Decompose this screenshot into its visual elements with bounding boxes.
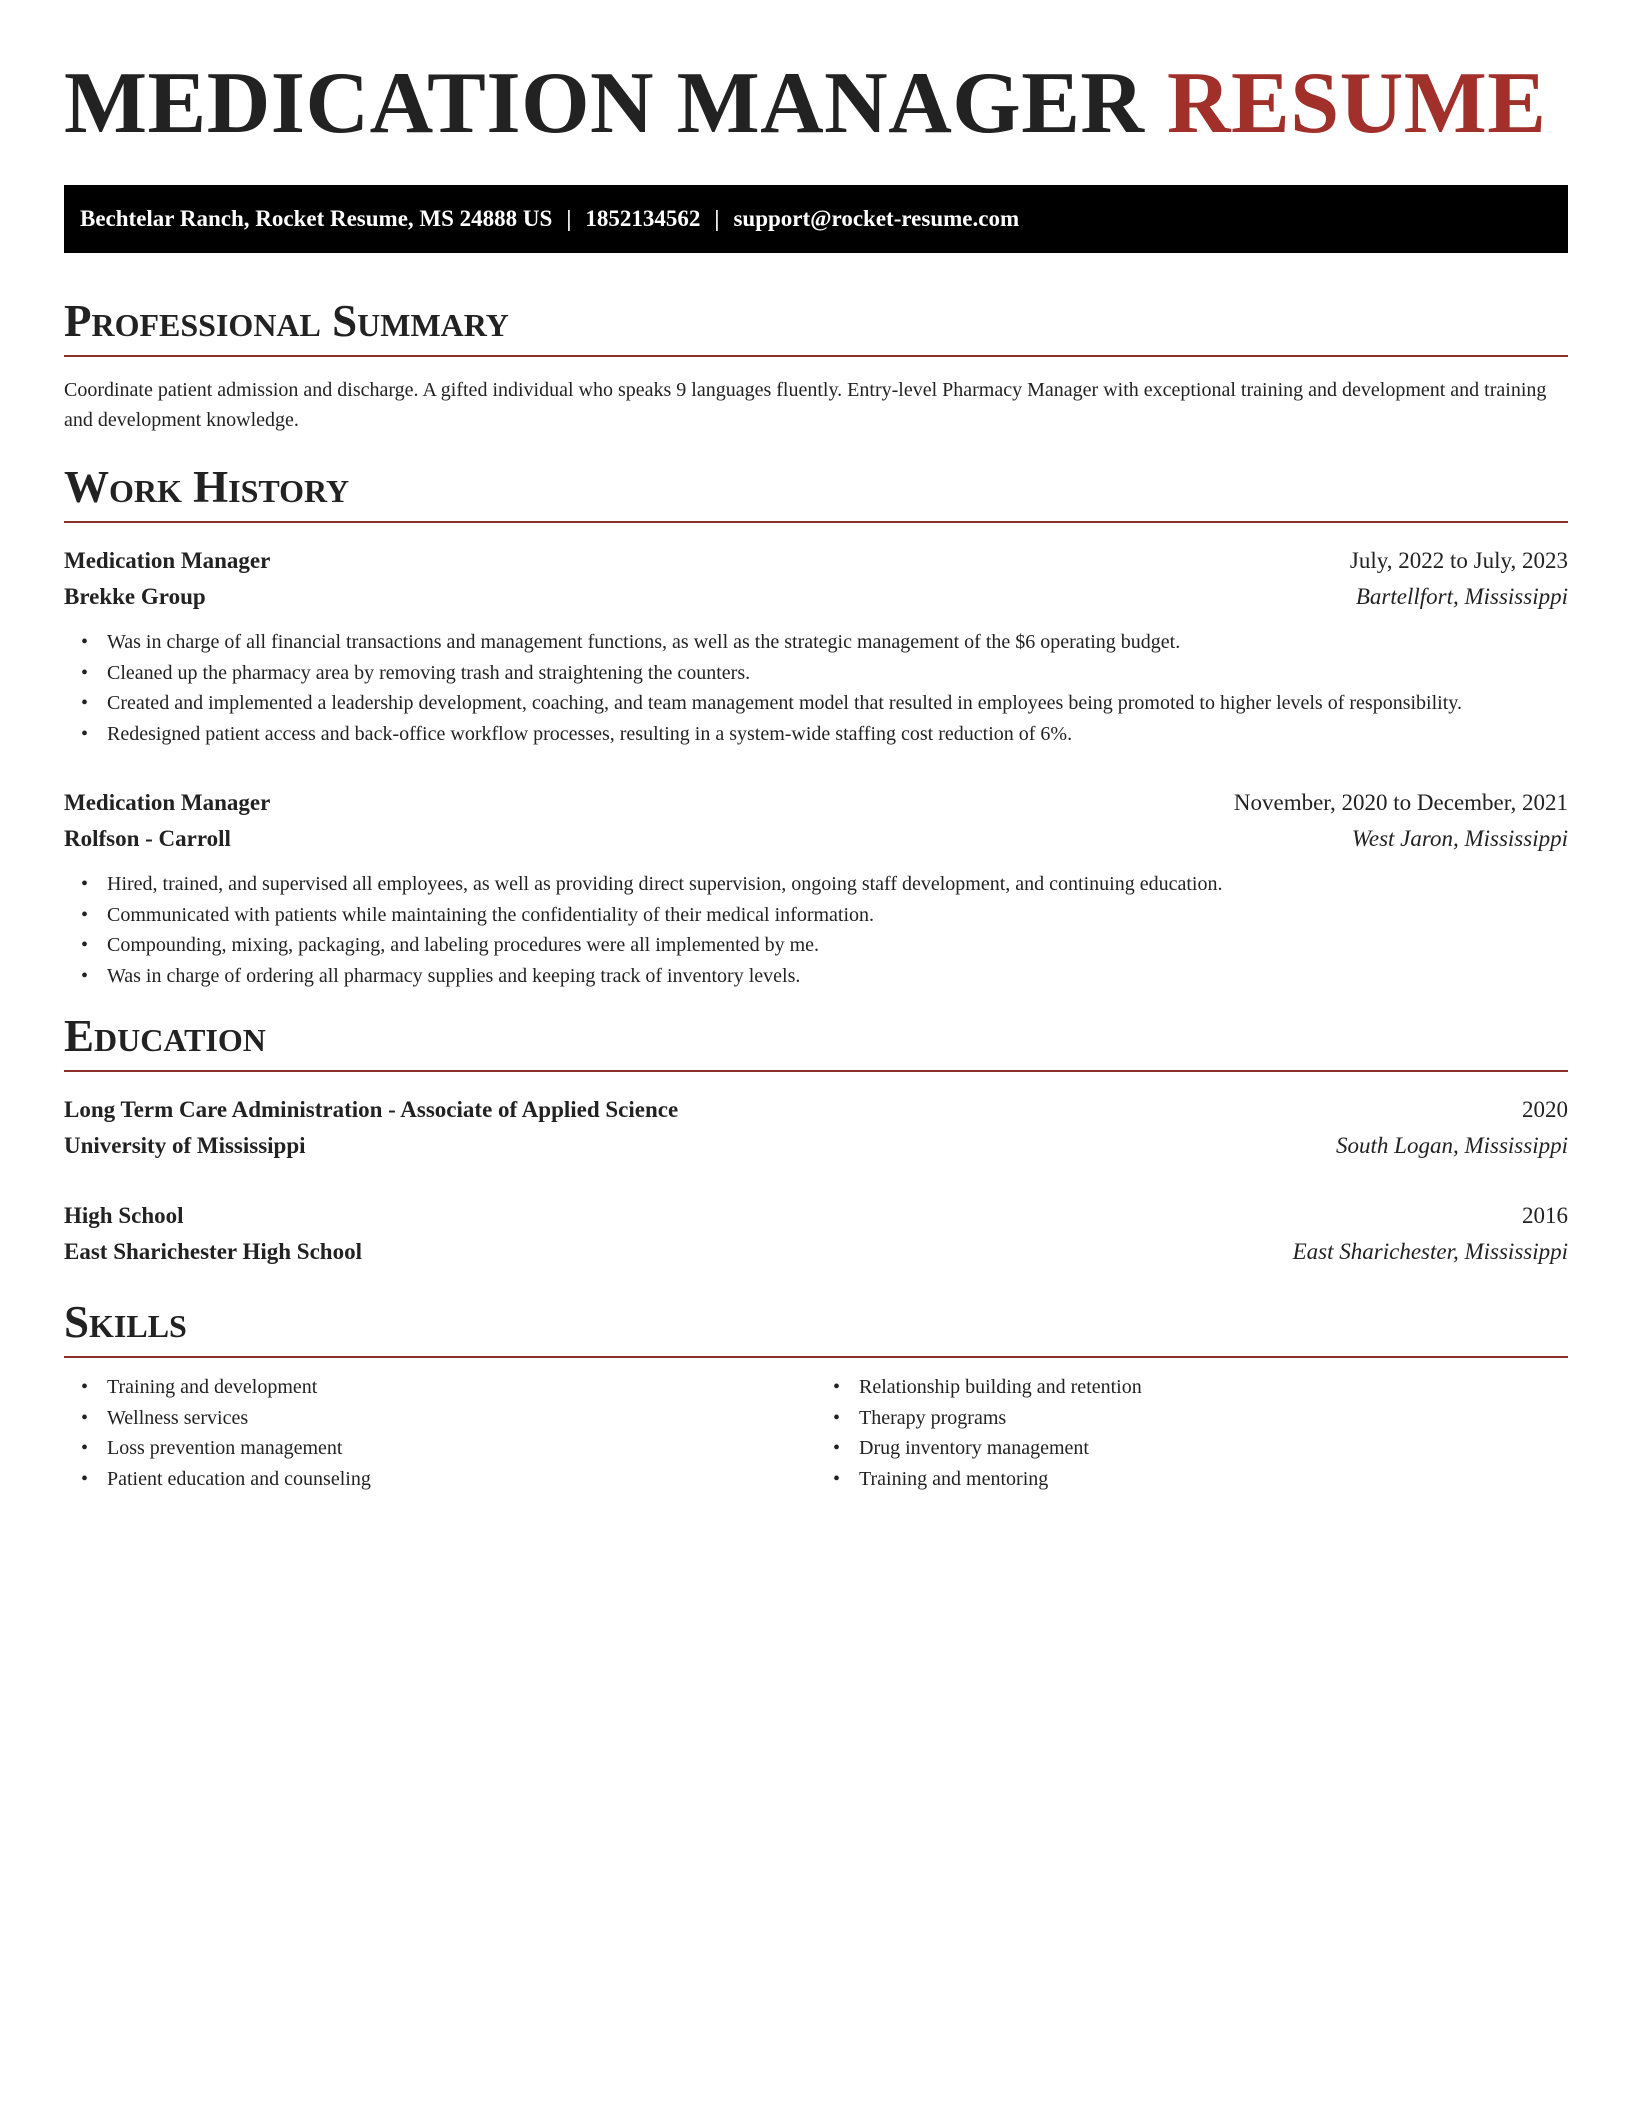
job-bullet: • Was in charge of all financial transactions and management functions, as well as the strategic management of the $6 operating budget. <box>81 627 1568 658</box>
education-degree: High School <box>64 1203 184 1228</box>
education-year: 2016 <box>1522 1203 1568 1228</box>
job-bullet: • Created and implemented a leadership development, coaching, and team management model that resulted in employees being promoted to higher levels of responsibility. <box>81 688 1568 719</box>
education-location: East Sharichester, Mississippi <box>1292 1239 1568 1264</box>
education-entry <box>64 1198 1568 1270</box>
job-entry <box>64 785 1568 991</box>
work-history-heading: Work History <box>64 462 350 512</box>
job-bullet: • Redesigned patient access and back-office workflow processes, resulting in a system-wide staffing cost reduction of 6%. <box>81 719 1568 750</box>
summary-section <box>64 295 1568 435</box>
skills-grid <box>64 1372 1568 1494</box>
summary-heading: Professional Summary <box>64 296 509 346</box>
skill-item: • Training and development <box>81 1372 816 1403</box>
skill-item: • Patient education and counseling <box>81 1464 816 1495</box>
education-section <box>64 1010 1568 1270</box>
education-degree: Long Term Care Administration - Associate of Applied Science <box>64 1097 679 1122</box>
title-accent: RESUME <box>1166 55 1547 152</box>
work-history-section <box>64 461 1568 991</box>
skills-column-right <box>816 1372 1568 1494</box>
contact-email: support@rocket-resume.com <box>733 206 1020 231</box>
skill-item: • Drug inventory management <box>833 1433 1568 1464</box>
job-bullet: • Communicated with patients while maintaining the confidentiality of their medical information. <box>81 900 1568 931</box>
summary-text: Coordinate patient admission and discharge. A gifted individual who speaks 9 languages fluently. Entry-level Pharmacy Manager with exceptional training and development and training and development knowledge. <box>64 379 1547 431</box>
job-bullet: • Cleaned up the pharmacy area by removing trash and straightening the counters. <box>81 658 1568 689</box>
section-divider <box>64 521 1568 523</box>
education-school: East Sharichester High School <box>64 1239 362 1264</box>
job-entry <box>64 543 1568 749</box>
job-header-row <box>64 543 1568 579</box>
education-school-row <box>64 1234 1568 1270</box>
job-company: Rolfson - Carroll <box>64 826 231 851</box>
section-divider <box>64 1356 1568 1358</box>
section-divider <box>64 1070 1568 1072</box>
job-company: Brekke Group <box>64 584 206 609</box>
education-entry <box>64 1092 1568 1164</box>
job-bullet: • Hired, trained, and supervised all employees, as well as providing direct supervision, ongoing staff development, and continuing education. <box>81 869 1568 900</box>
skill-item: • Wellness services <box>81 1403 816 1434</box>
education-school: University of Mississippi <box>64 1133 306 1158</box>
education-year: 2020 <box>1522 1097 1568 1122</box>
job-bullet: • Was in charge of ordering all pharmacy supplies and keeping track of inventory levels. <box>81 961 1568 992</box>
job-bullets <box>64 627 1568 749</box>
job-bullet: • Compounding, mixing, packaging, and labeling procedures were all implemented by me. <box>81 930 1568 961</box>
skills-section <box>64 1296 1568 1494</box>
job-header-row <box>64 785 1568 821</box>
job-title: Medication Manager <box>64 548 271 573</box>
contact-separator: | <box>566 206 572 231</box>
education-school-row <box>64 1128 1568 1164</box>
skill-item: • Loss prevention management <box>81 1433 816 1464</box>
job-dates: November, 2020 to December, 2021 <box>1233 790 1568 815</box>
section-divider <box>64 355 1568 357</box>
skill-item: • Training and mentoring <box>833 1464 1568 1495</box>
contact-bar <box>64 185 1568 253</box>
skills-heading: Skills <box>64 1297 187 1347</box>
education-header-row <box>64 1198 1568 1234</box>
job-location: West Jaron, Mississippi <box>1351 826 1568 851</box>
education-heading: Education <box>64 1011 266 1061</box>
job-bullets <box>64 869 1568 991</box>
job-company-row <box>64 821 1568 857</box>
job-location: Bartellfort, Mississippi <box>1355 584 1568 609</box>
contact-separator: | <box>714 206 720 231</box>
job-company-row <box>64 579 1568 615</box>
job-dates: July, 2022 to July, 2023 <box>1349 548 1568 573</box>
resume-title <box>64 56 1568 152</box>
education-location: South Logan, Mississippi <box>1336 1133 1568 1158</box>
skills-column-left <box>64 1372 816 1494</box>
education-header-row <box>64 1092 1568 1128</box>
contact-phone: 1852134562 <box>585 206 701 231</box>
title-main: MEDICATION MANAGER <box>64 55 1145 152</box>
skill-item: • Relationship building and retention <box>833 1372 1568 1403</box>
job-title: Medication Manager <box>64 790 271 815</box>
contact-address: Bechtelar Ranch, Rocket Resume, MS 24888 US <box>80 206 553 231</box>
skill-item: • Therapy programs <box>833 1403 1568 1434</box>
